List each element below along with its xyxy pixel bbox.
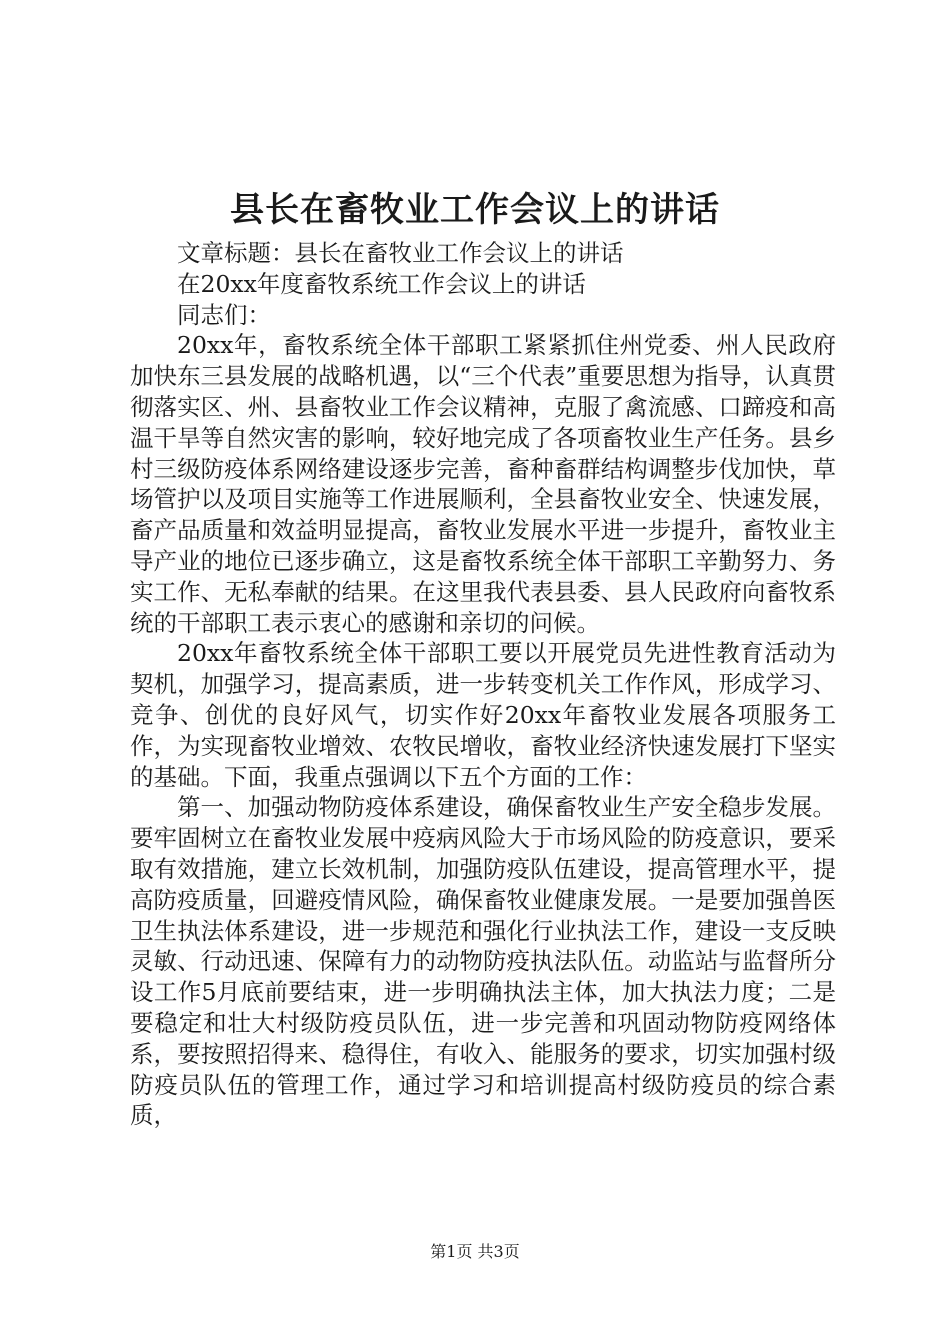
paragraph: 第一、加强动物防疫体系建设，确保畜牧业生产安全稳步发展。要牢固树立在畜牧业发展中疫病风险大于市场风险的防疫意识，要采取有效措施，建立长效机制，加强防疫队伍建设，提高管理水平，提高防疫质量，回避疫情风险，确保畜牧业健康发展。一是要加强兽医卫生执法体系建设，进一步规范和强化行业执法工作，建设一支反映灵敏、行动迅速、保障有力的动物防疫执法队伍。动监站与监督所分设工作5月底前要结束，进一步明确执法主体，加大执法力度；二是要稳定和壮大村级防疫员队伍，进一步完善和巩固动物防疫网络体系，要按照招得来、稳得住，有收入、能服务的要求，切实加强村级防疫员队伍的管理工作，通过学习和培训提高村级防疫员的综合素质， (130, 793, 836, 1130)
page-title: 县长在畜牧业工作会议上的讲话 (230, 190, 720, 230)
page-footer: 第1页 共3页 (430, 1242, 520, 1261)
subtitle-line: 在20xx年度畜牧系统工作会议上的讲话 (177, 269, 586, 298)
article-title-line: 文章标题：县长在畜牧业工作会议上的讲话 (177, 239, 624, 267)
salutation: 同志们： (177, 300, 271, 329)
document-body (130, 238, 836, 1131)
paragraph: 20xx年，畜牧系统全体干部职工紧紧抓住州党委、州人民政府加快东三县发展的战略机遇，以“三个代表”重要思想为指导，认真贯彻落实区、州、县畜牧业工作会议精神，克服了禽流感、口蹄疫和高温干旱等自然灾害的影响，较好地完成了各项畜牧业生产任务。县乡村三级防疫体系网络建设逐步完善，畜种畜群结构调整步伐加快，草场管护以及项目实施等工作进展顺利，全县畜牧业安全、快速发展，畜产品质量和效益明显提高，畜牧业发展水平进一步提升，畜牧业主导产业的地位已逐步确立，这是畜牧系统全体干部职工辛勤努力、务实工作、无私奉献的结果。在这里我代表县委、县人民政府向畜牧系统的干部职工表示衷心的感谢和亲切的问候。 (130, 331, 836, 637)
paragraph: 20xx年畜牧系统全体干部职工要以开展党员先进性教育活动为契机，加强学习，提高素质，进一步转变机关工作作风，形成学习、竞争、创优的良好风气，切实作好20xx年畜牧业发展各项服务工作，为实现畜牧业增效、农牧民增收，畜牧业经济快速发展打下坚实的基础。下面，我重点强调以下五个方面的工作： (130, 639, 836, 791)
